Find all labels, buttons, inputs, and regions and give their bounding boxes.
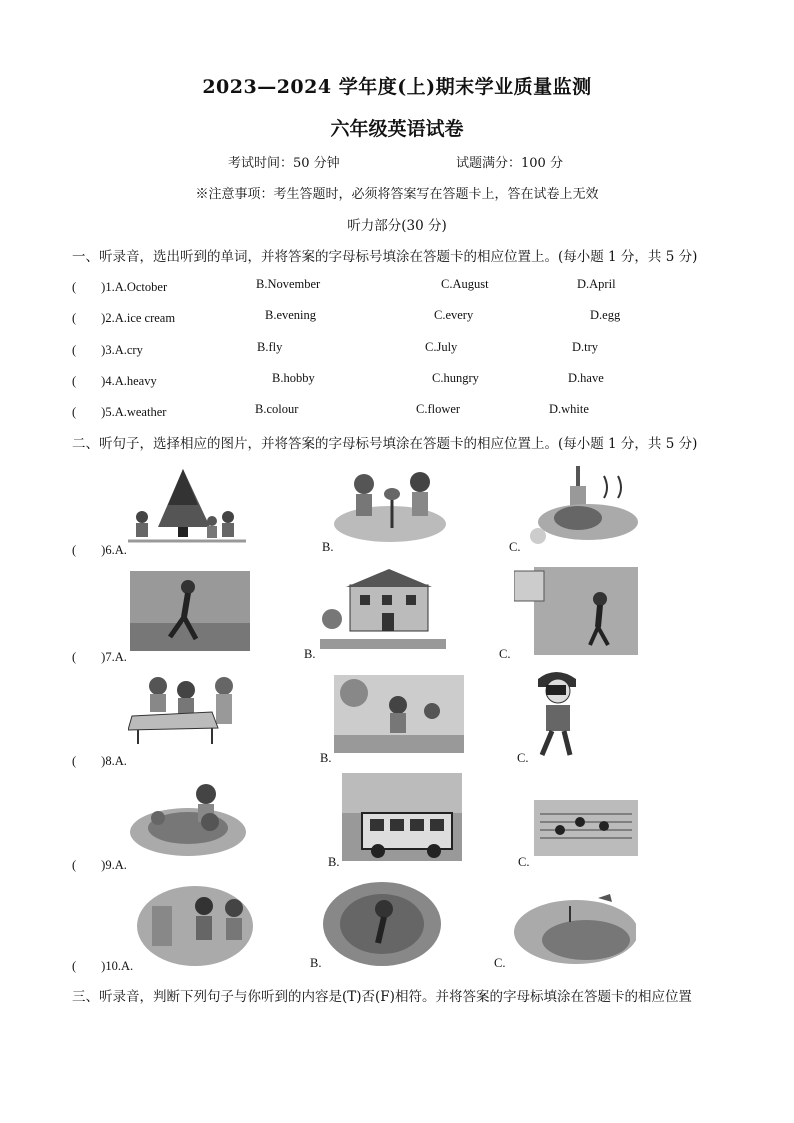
option-a: ( )5.A.weather — [72, 405, 167, 419]
picture-school-building — [320, 567, 446, 653]
option-b: B.hobby — [272, 371, 315, 385]
full-score: 试题满分：100 分 — [456, 156, 563, 171]
option-c: C.every — [434, 308, 474, 322]
picture-street-walk — [514, 563, 638, 655]
section1-instruction: 一、听录音，选出听到的单词，并将答案的字母标号填涂在答题卡的相应位置上。(每小题 1 分，共 5 分) — [72, 249, 698, 265]
question-label: ( )8.A. — [72, 754, 127, 768]
option-a: ( )4.A.heavy — [72, 374, 157, 388]
option-a: ( )3.A.cry — [72, 343, 143, 357]
picture-music-notes — [534, 800, 638, 856]
option-label: B. — [304, 647, 316, 661]
picture-dinner-table — [518, 462, 640, 546]
option-d: D.try — [572, 340, 599, 354]
option-label: C. — [517, 751, 529, 765]
option-a: ( )1.A.October — [72, 280, 168, 294]
picture-children-swimming — [128, 778, 246, 860]
option-label: B. — [322, 540, 334, 554]
picture-planting-tree — [332, 464, 448, 544]
option-label: B. — [310, 956, 322, 970]
question-label: ( )6.A. — [72, 543, 127, 557]
option-label: C. — [494, 956, 506, 970]
question-row — [72, 308, 752, 328]
option-c: C.hungry — [432, 371, 479, 385]
section2-instruction: 二、听句子，选择相应的图片，并将答案的字母标号填涂在答题卡的相应位置上。(每小题 1 分，共 5 分) — [72, 436, 698, 452]
question-label: ( )10.A. — [72, 959, 134, 973]
picture-tree-climbing — [322, 881, 442, 967]
picture-bus — [342, 773, 462, 861]
option-label: B. — [320, 751, 332, 765]
question-label: ( )9.A. — [72, 858, 127, 872]
picture-children-table — [128, 672, 240, 746]
option-d: D.have — [568, 371, 604, 385]
option-label: C. — [499, 647, 511, 661]
option-c: C.August — [441, 277, 489, 291]
picture-children-outdoors — [136, 886, 254, 966]
option-c: C.July — [425, 340, 458, 354]
question-label: ( )7.A. — [72, 650, 127, 664]
picture-boy-camera — [532, 665, 582, 759]
question-row — [72, 340, 752, 360]
option-c: C.flower — [416, 402, 461, 416]
option-a: ( )2.A.ice cream — [72, 311, 176, 325]
option-b: B.fly — [257, 340, 283, 354]
picture-lake-scene — [506, 888, 636, 964]
picture-garden-work — [334, 675, 464, 753]
exam-time: 考试时间：50 分钟 — [228, 156, 340, 171]
page-title: 2023—2024 学年度(上)期末学业质量监测 — [202, 76, 592, 98]
picture-walking-man — [130, 571, 250, 651]
option-b: B.November — [256, 277, 321, 291]
option-label: B. — [328, 855, 340, 869]
option-d: D.white — [549, 402, 589, 416]
option-d: D.April — [577, 277, 616, 291]
section3-instruction: 三、听录音，判断下列句子与你听到的内容是(T)否(F)相符。并将答案的字母标填涂在答题卡的相应位置 — [72, 989, 692, 1005]
option-label: C. — [509, 540, 521, 554]
option-label: C. — [518, 855, 530, 869]
option-b: B.colour — [255, 402, 299, 416]
notice: ※注意事项：考生答题时，必须将答案写在答题卡上，答在试卷上无效 — [195, 187, 599, 202]
section-heading-listening: 听力部分(30 分) — [347, 218, 447, 234]
question-row — [72, 402, 752, 422]
option-b: B.evening — [265, 308, 317, 322]
page-subtitle: 六年级英语试卷 — [330, 118, 464, 140]
question-row — [72, 371, 752, 391]
option-d: D.egg — [590, 308, 621, 322]
question-row — [72, 277, 752, 297]
picture-christmas-tree — [128, 465, 246, 547]
